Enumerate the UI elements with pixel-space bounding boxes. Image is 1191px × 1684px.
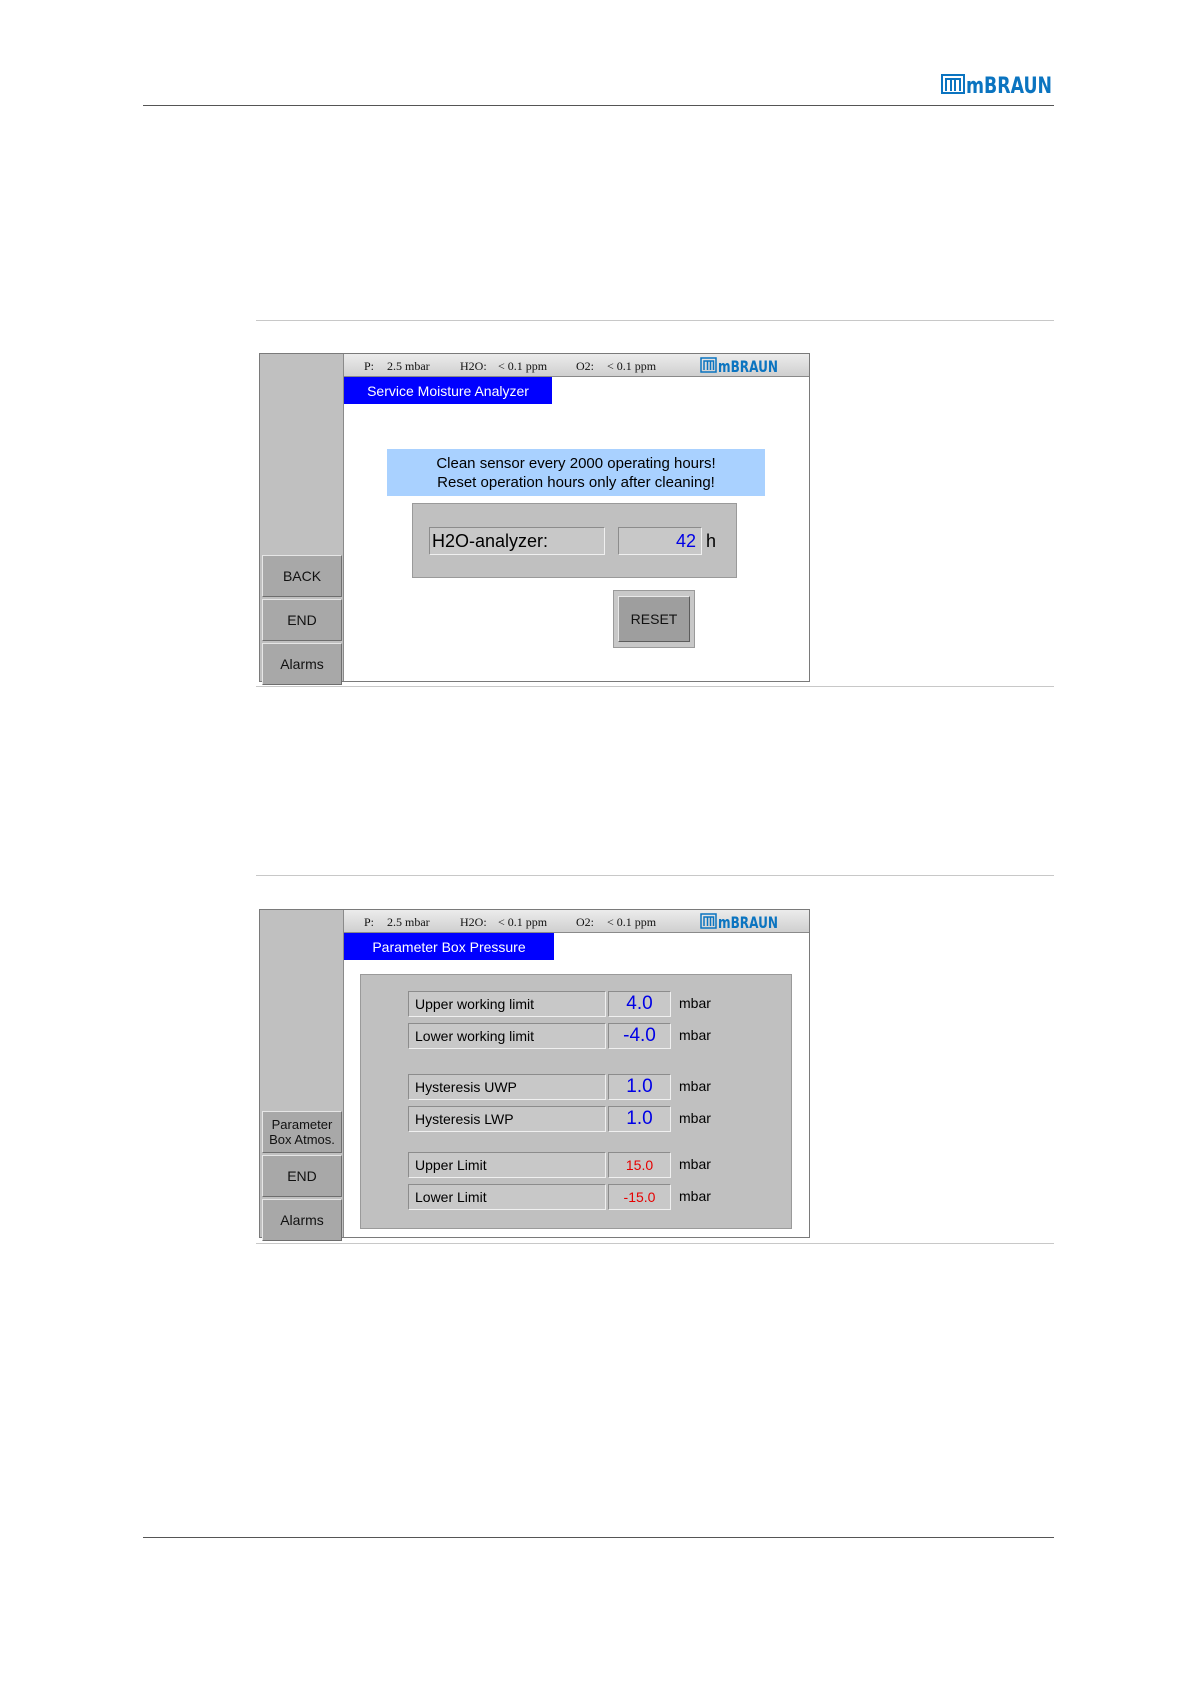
hysteresis-lwp-unit: mbar [679, 1110, 711, 1126]
service-moisture-analyzer-screen [259, 353, 810, 682]
figure-top-rule [256, 875, 1054, 876]
h2o-analyzer-label: H2O-analyzer: [429, 527, 605, 555]
figure-bottom-rule [256, 686, 1054, 687]
parameter-box-atmos-button[interactable]: Parameter Box Atmos. [262, 1111, 342, 1153]
upper-limit-unit: mbar [679, 1156, 711, 1172]
reset-button[interactable]: RESET [618, 596, 690, 642]
end-button[interactable]: END [262, 1155, 342, 1197]
lower-working-limit-label: Lower working limit [408, 1023, 606, 1049]
hysteresis-uwp-value[interactable]: 1.0 [608, 1074, 671, 1100]
lower-working-limit-unit: mbar [679, 1027, 711, 1043]
mbraun-logo-text: mBRAUN [966, 74, 1052, 99]
mbraun-logo [701, 913, 779, 932]
h2o-value: < 0.1 ppm [498, 915, 548, 929]
mbraun-logo [701, 357, 779, 376]
lower-limit-label: Lower Limit [408, 1184, 606, 1210]
mbraun-logo-text: mBRAUN [718, 913, 778, 932]
lower-limit-value[interactable]: -15.0 [608, 1184, 671, 1210]
side-menu [260, 354, 344, 681]
o2-label: O2: [576, 915, 594, 929]
hysteresis-uwp-unit: mbar [679, 1078, 711, 1094]
notice-line: Clean sensor every 2000 operating hours! [436, 455, 716, 472]
h2o-label: H2O: [460, 915, 487, 929]
hysteresis-lwp-value[interactable]: 1.0 [608, 1106, 671, 1132]
hysteresis-lwp-label: Hysteresis LWP [408, 1106, 606, 1132]
side-menu [260, 910, 344, 1237]
pressure-value: 2.5 mbar [387, 915, 430, 929]
cleaning-notice [387, 449, 765, 496]
operating-hours-value: 42 [618, 527, 702, 555]
status-bar [344, 910, 809, 933]
parameter-box-pressure-screen [259, 909, 810, 1238]
figure-top-rule [256, 320, 1054, 321]
operating-hours-panel [412, 503, 737, 578]
o2-label: O2: [576, 359, 594, 373]
footer-rule [143, 1537, 1054, 1538]
alarms-button[interactable]: Alarms [262, 643, 342, 685]
upper-working-limit-label: Upper working limit [408, 991, 606, 1017]
pressure-value: 2.5 mbar [387, 359, 430, 373]
upper-working-limit-value[interactable]: 4.0 [608, 991, 671, 1017]
upper-working-limit-unit: mbar [679, 995, 711, 1011]
screen-title: Service Moisture Analyzer [344, 377, 552, 404]
parameter-panel [360, 974, 792, 1229]
notice-line: Reset operation hours only after cleaning! [437, 474, 715, 491]
end-button[interactable]: END [262, 599, 342, 641]
alarms-button[interactable]: Alarms [262, 1199, 342, 1241]
mbraun-logo [942, 73, 1052, 99]
h2o-label: H2O: [460, 359, 487, 373]
back-button[interactable]: BACK [262, 555, 342, 597]
upper-limit-value[interactable]: 15.0 [608, 1152, 671, 1178]
lower-working-limit-value[interactable]: -4.0 [608, 1023, 671, 1049]
o2-value: < 0.1 ppm [607, 359, 657, 373]
screen-title: Parameter Box Pressure [344, 933, 554, 960]
hours-unit: h [706, 531, 717, 551]
o2-value: < 0.1 ppm [607, 915, 657, 929]
pressure-label: P: [364, 915, 375, 929]
header-rule [143, 105, 1054, 106]
mbraun-logo-text: mBRAUN [718, 357, 778, 376]
pressure-label: P: [364, 359, 375, 373]
hysteresis-uwp-label: Hysteresis UWP [408, 1074, 606, 1100]
reset-frame [613, 590, 695, 648]
status-bar [344, 354, 809, 377]
lower-limit-unit: mbar [679, 1188, 711, 1204]
figure-bottom-rule [256, 1243, 1054, 1244]
upper-limit-label: Upper Limit [408, 1152, 606, 1178]
h2o-value: < 0.1 ppm [498, 359, 548, 373]
